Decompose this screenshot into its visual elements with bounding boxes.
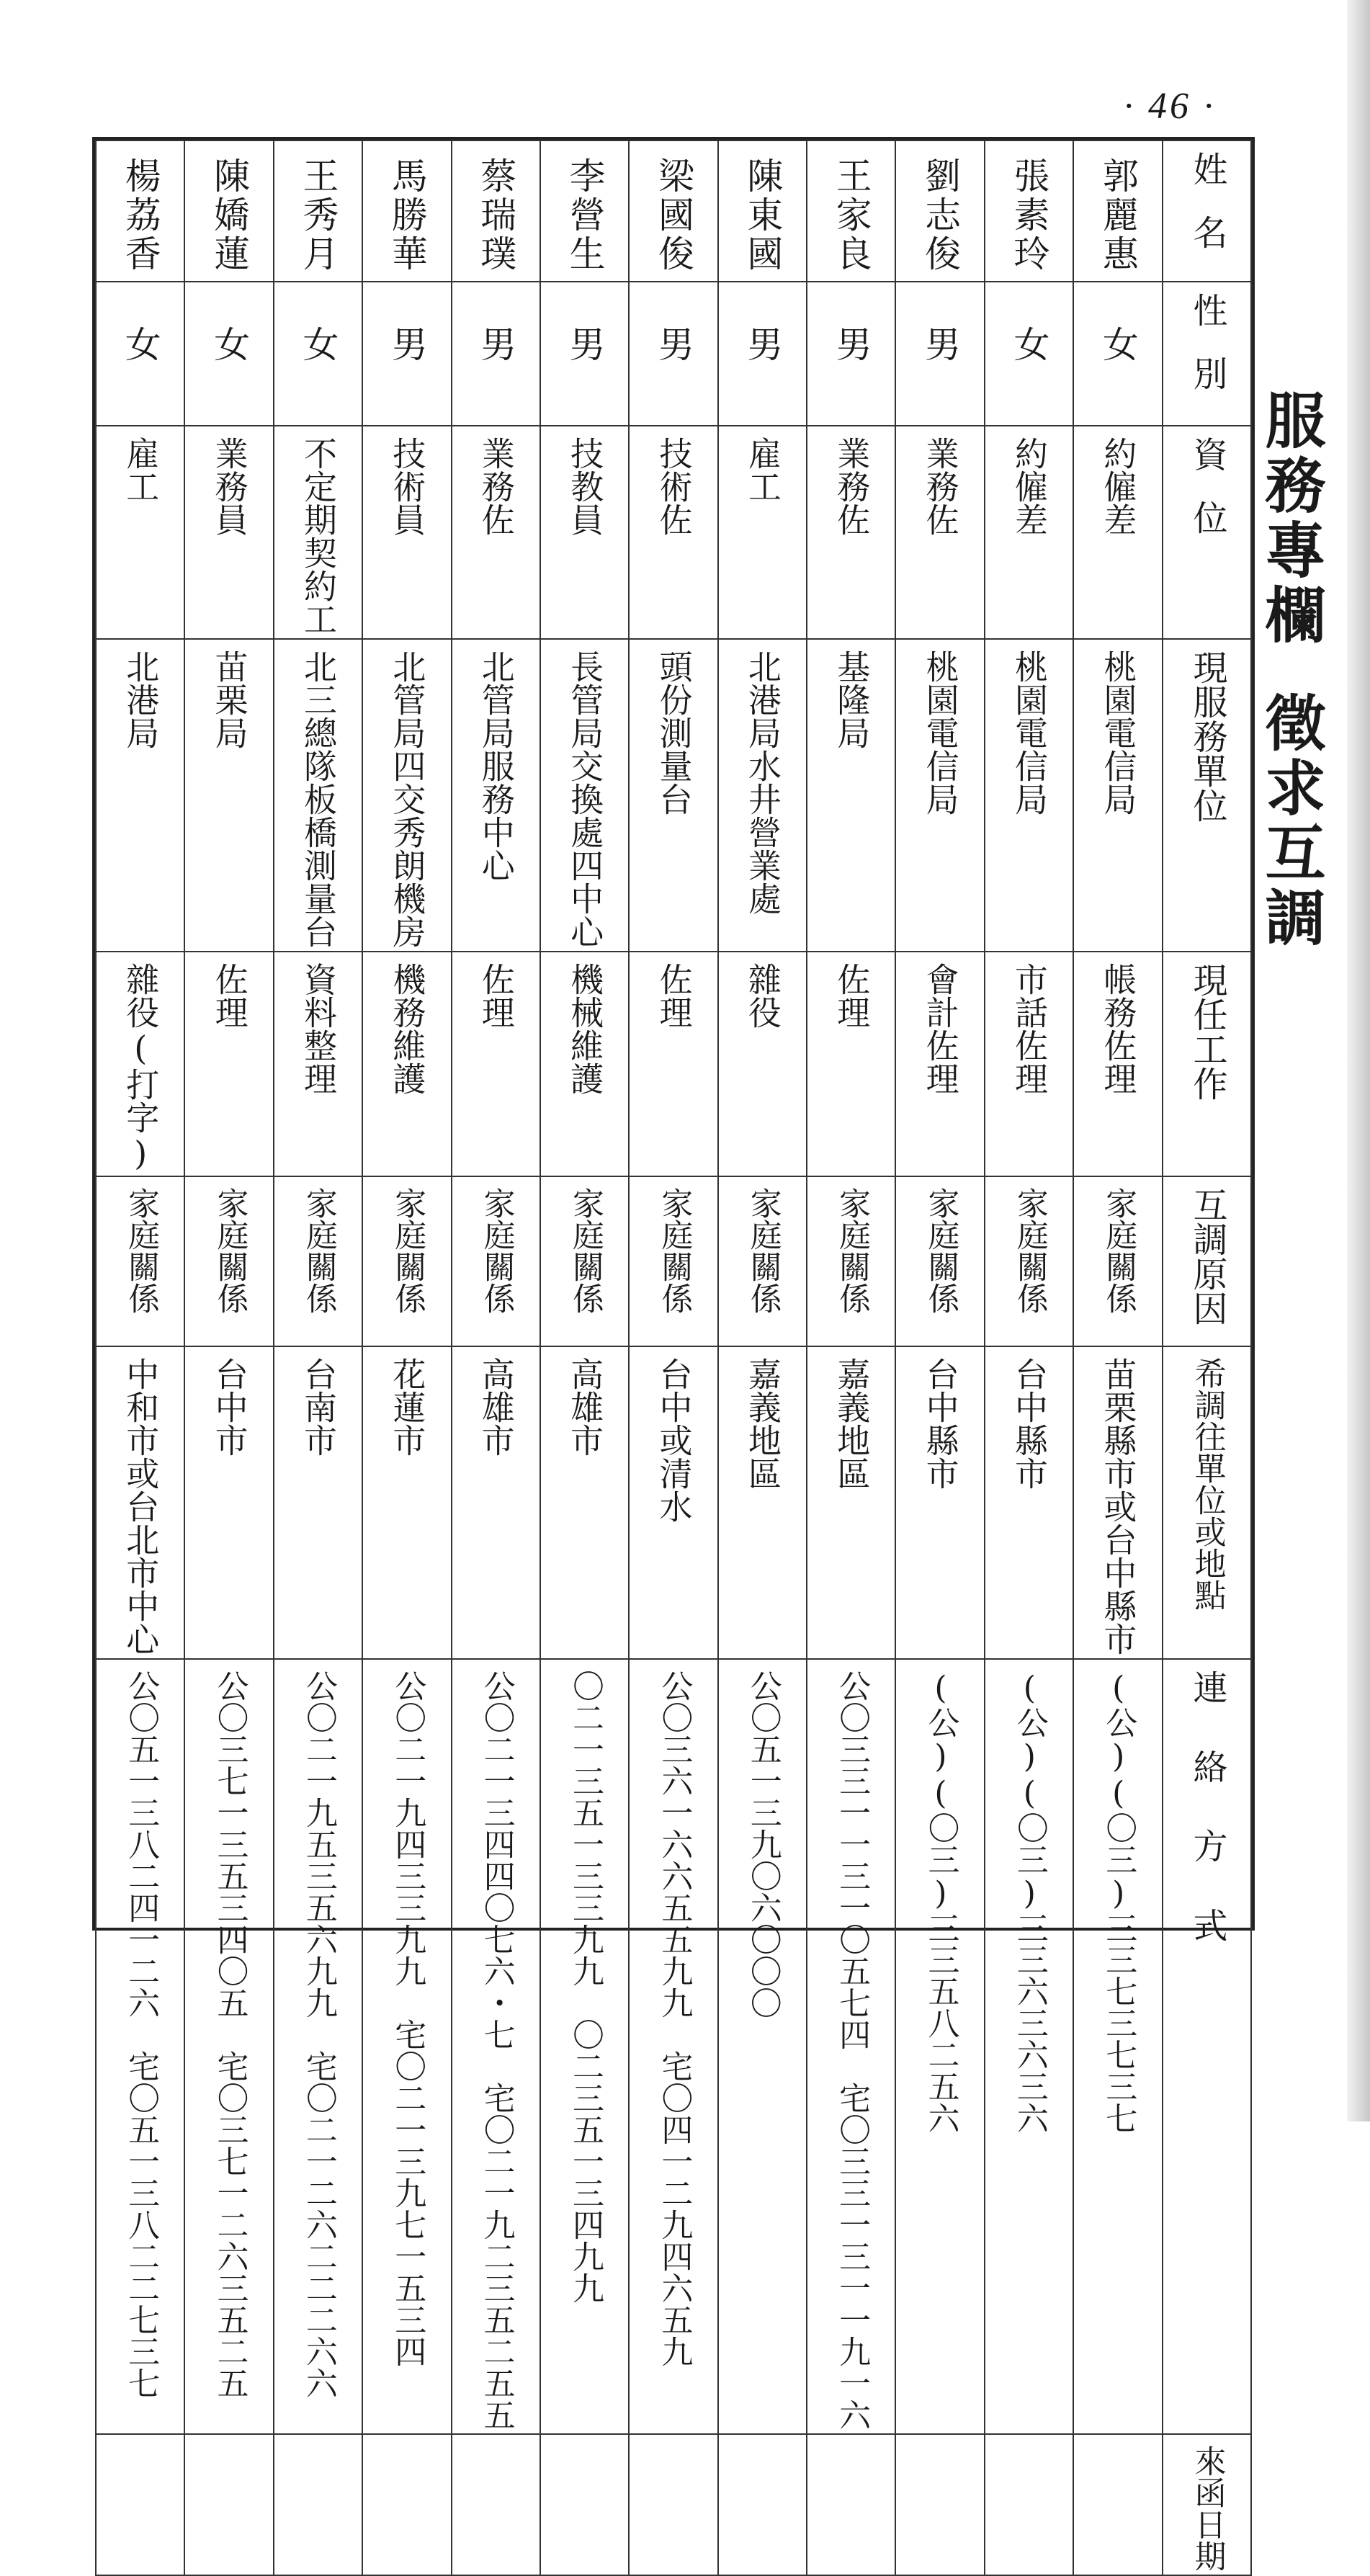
cell-dest (718, 1346, 807, 1659)
cell-unit (96, 639, 184, 952)
reason-value: 家庭關係 (300, 1187, 337, 1314)
job-value: 會計佐理 (921, 962, 960, 1095)
row-date (96, 2434, 1251, 2575)
cell-name (184, 140, 273, 282)
unit-value: 基隆局 (832, 650, 872, 749)
cell-rank (1073, 426, 1162, 639)
cell-rank (96, 426, 184, 639)
cell-name (96, 140, 184, 282)
cell-date (985, 2434, 1073, 2575)
cell-contact (452, 1659, 540, 2434)
reason-value: 家庭關係 (922, 1187, 959, 1314)
cell-rank (184, 426, 273, 639)
row-unit (96, 639, 1251, 952)
rank-value: 技教員 (565, 437, 605, 536)
name-value: 張素玲 (1008, 157, 1050, 274)
cell-name (540, 140, 629, 282)
reason-value: 家庭關係 (211, 1187, 249, 1314)
gender-value: 女 (1096, 326, 1139, 362)
cell-name (362, 140, 451, 282)
header-dest (1163, 1346, 1252, 1659)
unit-value: 苗栗局 (210, 650, 249, 749)
cell-reason (1073, 1176, 1162, 1346)
cell-reason (895, 1176, 984, 1346)
name-value: 馬勝華 (385, 157, 428, 274)
section-title (1255, 389, 1326, 951)
name-value: 劉志俊 (919, 157, 962, 274)
row-rank (96, 426, 1251, 639)
job-value: 佐理 (210, 962, 249, 1029)
gender-value: 男 (475, 326, 517, 362)
cell-name (1073, 140, 1162, 282)
cell-reason (629, 1176, 717, 1346)
header-label: 現任工作 (1187, 962, 1228, 1101)
cell-unit (985, 639, 1073, 952)
header-label: 資位 (1187, 437, 1228, 563)
cell-rank (540, 426, 629, 639)
cell-rank (629, 426, 717, 639)
name-value: 王家良 (830, 157, 872, 274)
reason-value: 家庭關係 (833, 1187, 871, 1314)
gender-value: 男 (919, 326, 962, 362)
cell-date (452, 2434, 540, 2575)
cell-job (274, 952, 362, 1176)
cell-dest (96, 1346, 184, 1659)
header-date (1163, 2434, 1252, 2575)
cell-rank (274, 426, 362, 639)
cell-contact (1073, 1659, 1162, 2434)
gender-value: 女 (208, 326, 251, 362)
job-value: 機械維護 (565, 962, 605, 1095)
contact-value: 公〇二一九五三五六九九 宅〇二一二六二二二六六 (300, 1670, 337, 2399)
header-label: 來函日期 (1188, 2445, 1226, 2572)
cell-date (629, 2434, 717, 2575)
cell-job (184, 952, 273, 1176)
rank-value: 雇工 (743, 437, 782, 503)
unit-value: 頭份測量台 (654, 650, 694, 815)
cell-gender (985, 282, 1073, 426)
header-label: 希調往單位或地點 (1188, 1357, 1226, 1611)
cell-name (895, 140, 984, 282)
cell-dest (985, 1346, 1073, 1659)
cell-unit (184, 639, 273, 952)
cell-unit (274, 639, 362, 952)
cell-date (274, 2434, 362, 2575)
cell-contact (274, 1659, 362, 2434)
cell-name (274, 140, 362, 282)
job-value: 雜役 (743, 962, 782, 1029)
cell-unit (895, 639, 984, 952)
dest-value: 高雄市 (565, 1357, 605, 1457)
row-name (96, 140, 1251, 282)
reason-value: 家庭關係 (655, 1187, 693, 1314)
cell-gender (629, 282, 717, 426)
rank-value: 雇工 (121, 437, 161, 503)
cell-contact (184, 1659, 273, 2434)
cell-rank (807, 426, 895, 639)
cell-date (1073, 2434, 1162, 2575)
unit-value: 桃園電信局 (1098, 650, 1138, 815)
cell-contact (362, 1659, 451, 2434)
job-value: 市話佐理 (1010, 962, 1049, 1095)
cell-rank (718, 426, 807, 639)
rank-value: 業務佐 (921, 437, 960, 536)
cell-dest (629, 1346, 717, 1659)
cell-name (985, 140, 1073, 282)
cell-date (807, 2434, 895, 2575)
cell-gender (807, 282, 895, 426)
cell-contact (540, 1659, 629, 2434)
cell-date (96, 2434, 184, 2575)
transfer-request-table (92, 137, 1255, 2572)
reason-value: 家庭關係 (1011, 1187, 1048, 1314)
header-rank (1163, 426, 1252, 639)
cell-gender (540, 282, 629, 426)
name-value: 李營生 (563, 157, 606, 274)
cell-job (985, 952, 1073, 1176)
cell-gender (452, 282, 540, 426)
gender-value: 男 (385, 326, 428, 362)
cell-gender (96, 282, 184, 426)
rank-value: 業務員 (210, 437, 249, 536)
section-title-column: 服務專欄 (1255, 389, 1326, 648)
cell-reason (807, 1176, 895, 1346)
job-value: 佐理 (832, 962, 872, 1029)
cell-unit (807, 639, 895, 952)
cell-unit (1073, 639, 1162, 952)
name-value: 郭麗惠 (1096, 157, 1139, 274)
rank-value: 不定期契約工 (299, 437, 339, 635)
cell-reason (540, 1176, 629, 1346)
cell-job (807, 952, 895, 1176)
contact-value: 公〇三七一三五三四〇五 宅〇三七一二六三五二五 (211, 1670, 249, 2399)
cell-unit (540, 639, 629, 952)
unit-value: 長管局交換處四中心 (565, 650, 605, 948)
row-gender (96, 282, 1251, 426)
header-label: 姓名 (1187, 151, 1228, 278)
rank-value: 技術員 (388, 437, 427, 536)
cell-unit (629, 639, 717, 952)
job-value: 機務維護 (388, 962, 427, 1095)
transfer-grid (95, 140, 1252, 2576)
cell-gender (895, 282, 984, 426)
contact-value: 公〇三三一一三一〇五七四 宅〇三三一三一一九一六 (833, 1670, 871, 2430)
cell-dest (540, 1346, 629, 1659)
dest-value: 台中或清水 (654, 1357, 694, 1523)
dest-value: 高雄市 (476, 1357, 516, 1457)
gender-value: 女 (119, 326, 161, 362)
cell-name (807, 140, 895, 282)
dest-value: 台中縣市 (921, 1357, 960, 1490)
cell-name (452, 140, 540, 282)
cell-date (184, 2434, 273, 2575)
name-value: 蔡瑞璞 (475, 157, 517, 274)
cell-reason (96, 1176, 184, 1346)
cell-gender (718, 282, 807, 426)
cell-rank (985, 426, 1073, 639)
cell-date (362, 2434, 451, 2575)
cell-reason (985, 1176, 1073, 1346)
unit-value: 北管局服務中心 (476, 650, 516, 882)
dest-value: 嘉義地區 (832, 1357, 872, 1490)
job-value: 帳務佐理 (1098, 962, 1138, 1095)
cell-dest (895, 1346, 984, 1659)
job-value: 資料整理 (299, 962, 339, 1095)
contact-value: 〇二一三五一三三九九 〇二三五一三四九九 (566, 1670, 604, 2304)
cell-dest (362, 1346, 451, 1659)
cell-contact (807, 1659, 895, 2434)
header-reason (1163, 1176, 1252, 1346)
unit-value: 北港局水井營業處 (743, 650, 782, 915)
header-contact (1163, 1659, 1252, 2434)
header-label: 連絡方式 (1187, 1670, 1228, 1987)
rank-value: 技術佐 (654, 437, 694, 536)
page-binding-edge (1347, 0, 1370, 2121)
cell-contact (985, 1659, 1073, 2434)
name-value: 楊荔香 (119, 157, 161, 274)
row-reason (96, 1176, 1251, 1346)
cell-reason (452, 1176, 540, 1346)
name-value: 王秀月 (297, 157, 339, 274)
cell-reason (184, 1176, 273, 1346)
cell-unit (452, 639, 540, 952)
section-title-heading: 徵求互調 (1255, 692, 1326, 951)
header-label: 現服務單位 (1187, 650, 1228, 823)
job-value: 佐理 (654, 962, 694, 1029)
gender-value: 男 (563, 326, 606, 362)
rank-value: 業務佐 (476, 437, 516, 536)
unit-value: 北港局 (121, 650, 161, 749)
rank-value: 約僱差 (1010, 437, 1049, 536)
cell-gender (274, 282, 362, 426)
contact-value: 公〇二一九四三三九九 宅〇二一三九七一五三四 (389, 1670, 426, 2367)
unit-value: 北管局四交秀朗機房 (388, 650, 427, 948)
cell-date (895, 2434, 984, 2575)
cell-rank (362, 426, 451, 639)
header-unit (1163, 639, 1252, 952)
name-value: 梁國俊 (652, 157, 694, 274)
reason-value: 家庭關係 (566, 1187, 604, 1314)
cell-date (718, 2434, 807, 2575)
reason-value: 家庭關係 (744, 1187, 782, 1314)
header-gender (1163, 282, 1252, 426)
rank-value: 約僱差 (1098, 437, 1138, 536)
dest-value: 台中市 (210, 1357, 249, 1457)
cell-gender (184, 282, 273, 426)
job-value: 佐理 (476, 962, 516, 1029)
row-job (96, 952, 1251, 1176)
cell-dest (452, 1346, 540, 1659)
dest-value: 台南市 (299, 1357, 339, 1457)
cell-gender (362, 282, 451, 426)
cell-reason (362, 1176, 451, 1346)
cell-contact (96, 1659, 184, 2434)
cell-dest (807, 1346, 895, 1659)
cell-job (362, 952, 451, 1176)
job-value: 雜役(打字) (121, 962, 161, 1173)
gender-value: 女 (1008, 326, 1050, 362)
reason-value: 家庭關係 (389, 1187, 426, 1314)
contact-value: (公)(〇三)三三六三六三六 (1011, 1670, 1048, 2134)
cell-dest (1073, 1346, 1162, 1659)
name-value: 陳嬌蓮 (208, 157, 251, 274)
unit-value: 北三總隊板橋測量台 (299, 650, 339, 948)
header-label: 性別 (1187, 292, 1228, 419)
cell-name (718, 140, 807, 282)
cell-job (452, 952, 540, 1176)
dest-value: 花蓮市 (388, 1357, 427, 1457)
header-name (1163, 140, 1252, 282)
cell-contact (718, 1659, 807, 2434)
cell-unit (718, 639, 807, 952)
cell-rank (452, 426, 540, 639)
unit-value: 桃園電信局 (1010, 650, 1049, 815)
cell-name (629, 140, 717, 282)
cell-job (718, 952, 807, 1176)
cell-reason (274, 1176, 362, 1346)
cell-contact (629, 1659, 717, 2434)
contact-value: 公〇五一三九〇六〇〇〇 (744, 1670, 782, 2018)
contact-value: 公〇二一三四四〇七六・七 宅〇二一九二三五二五五 (478, 1670, 515, 2430)
page-number: · 46 · (1124, 86, 1216, 127)
cell-date (540, 2434, 629, 2575)
cell-job (1073, 952, 1162, 1176)
unit-value: 桃園電信局 (921, 650, 960, 815)
dest-value: 嘉義地區 (743, 1357, 782, 1490)
contact-value: (公)(〇三)三三五八二五六 (922, 1670, 959, 2134)
cell-gender (1073, 282, 1162, 426)
cell-job (895, 952, 984, 1176)
cell-unit (362, 639, 451, 952)
contact-value: 公〇三六一六六五五九九 宅〇四一二九四六五九 (655, 1670, 693, 2367)
cell-job (96, 952, 184, 1176)
reason-value: 家庭關係 (1100, 1187, 1137, 1314)
dest-value: 苗栗縣市或台中縣市 (1098, 1357, 1138, 1655)
dest-value: 中和市或台北市中心 (121, 1357, 161, 1655)
gender-value: 男 (741, 326, 784, 362)
cell-dest (184, 1346, 273, 1659)
row-dest (96, 1346, 1251, 1659)
cell-rank (895, 426, 984, 639)
row-contact (96, 1659, 1251, 2434)
gender-value: 女 (297, 326, 339, 362)
contact-value: 公〇五一三八二四一二六 宅〇五一三八二二七三七 (122, 1670, 160, 2399)
header-label: 互調原因 (1187, 1187, 1228, 1325)
contact-value: (公)(〇三)三三七三七三七 (1100, 1670, 1137, 2134)
name-value: 陳東國 (741, 157, 784, 274)
rank-value: 業務佐 (832, 437, 872, 536)
cell-contact (895, 1659, 984, 2434)
header-job (1163, 952, 1252, 1176)
gender-value: 男 (652, 326, 694, 362)
reason-value: 家庭關係 (122, 1187, 160, 1314)
gender-value: 男 (830, 326, 872, 362)
cell-job (540, 952, 629, 1176)
dest-value: 台中縣市 (1010, 1357, 1049, 1490)
reason-value: 家庭關係 (478, 1187, 515, 1314)
cell-job (629, 952, 717, 1176)
cell-dest (274, 1346, 362, 1659)
cell-reason (718, 1176, 807, 1346)
